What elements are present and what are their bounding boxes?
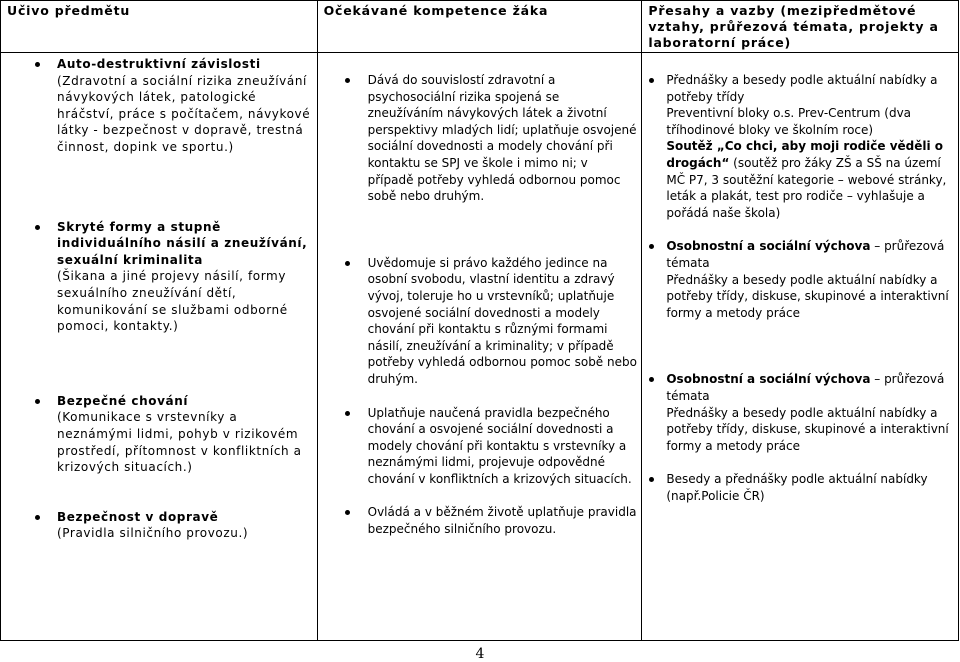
topic-text: (Zdravotní a sociální rizika zneužívání návykových látek, patologické hráčství, práce s počítačem, návykové látky - bezpečnost v dopravě, trestná činnost, dopink ve sportu.) — [57, 73, 311, 154]
cross-text — [666, 371, 954, 404]
competence-text: Uvědomuje si právo každého jedince na osobní svobodu, vlastní identitu a zdravý vývoj, toleruje ho u vrstevníků; uplatňuje osvojené sociální dovednosti a modely chování při kontaktu s různými formami násilí, zneužívání a kriminality; v případě potřeby vyhledá odbornou pomoc sobě nebo druhým. — [367, 255, 637, 386]
list-item — [646, 72, 954, 221]
cell-cross-curricular — [642, 53, 959, 641]
topic-title: Auto-destruktivní závislosti — [57, 57, 261, 71]
list-item — [646, 238, 954, 321]
list-item — [646, 371, 954, 454]
competence-text: Dává do souvislostí zdravotní a psychosociální rizika spojená se zneužíváním návykových látek a životní perspektivy mladých lidí; uplatňuje osvojené sociální dovednosti a modely chování při kontaktu se SPJ ve škole i mimo ni; v případě potřeby vyhledá odbornou pomoc sobě nebo druhým. — [367, 73, 637, 204]
list-item — [5, 56, 313, 156]
cross-text: Besedy a přednášky podle aktuální nabídky (např.Policie ČR) — [666, 472, 928, 503]
theme-title: Osobnostní a sociální výchova — [666, 239, 871, 254]
competence-text: Uplatňuje naučená pravidla bezpečného chování a osvojené sociální dovednosti a modely chování při kontaktu s vrstevníky a neznámými lidmi, projevuje odpovědné chování v konfliktních a krizových situacích. — [367, 405, 632, 486]
contest-description: (soutěž pro žáky ZŠ a SŠ na území MČ P7, 3 soutěžní kategorie – webové stránky, leták a plakát, test pro rodiče – vyhlašuje a pořádá naše škola) — [666, 155, 947, 220]
list-item — [646, 471, 954, 504]
cross-text: Preventivní bloky o.s. Prev-Centrum (dva tříhodinové bloky ve školním roce) — [666, 106, 912, 137]
cross-text: Přednášky a besedy podle aktuální nabídky a potřeby třídy, diskuse, skupinové a interaktivní formy a metody práce — [666, 405, 949, 453]
list-item — [322, 405, 638, 488]
cross-text: Přednášky a besedy podle aktuální nabídky a potřeby třídy, diskuse, skupinové a interaktivní formy a metody práce — [666, 272, 949, 320]
cross-text — [666, 238, 954, 271]
contest-title: Soutěž „Co chci, aby moji rodiče věděli o drogách“ — [666, 139, 944, 170]
header-competences: Očekávané kompetence žáka — [317, 1, 642, 53]
cross-text — [666, 138, 954, 221]
table-row — [1, 53, 959, 641]
cross-text: Přednášky a besedy podle aktuální nabídky a potřeby třídy — [666, 73, 938, 104]
list-item — [5, 219, 313, 335]
theme-suffix: – průřezová témata — [666, 372, 945, 403]
topic-title: Bezpečné chování — [57, 393, 189, 408]
list-item — [5, 509, 313, 542]
theme-title: Osobnostní a sociální výchova — [666, 372, 871, 387]
page-number: 4 — [475, 646, 485, 662]
header-cross-curricular: Přesahy a vazby (mezipředmětové vztahy, průřezová témata, projekty a laboratorní práce) — [642, 1, 959, 53]
topic-text: (Šikana a jiné projevy násilí, formy sexuálního zneužívání dětí, komunikování se službami odborné pomoci, kontakty.) — [57, 269, 288, 334]
cell-curriculum — [1, 53, 318, 641]
list-item — [322, 504, 638, 537]
topic-text: (Komunikace s vrstevníky a neznámými lidmi, pohyb v rizikovém prostředí, přítomnost v konfliktních a krizových situacích.) — [57, 410, 302, 475]
topic-text: (Pravidla silničního provozu.) — [57, 526, 249, 541]
header-curriculum: Učivo předmětu — [1, 1, 318, 53]
list-item — [322, 255, 638, 388]
topic-title: Skryté formy a stupně individuálního násilí a zneužívání, sexuální kriminalita — [57, 219, 308, 267]
cell-competences — [317, 53, 642, 641]
list-item — [5, 393, 313, 476]
topic-title: Bezpečnost v dopravě — [57, 509, 219, 524]
table-header-row — [1, 1, 959, 53]
competence-text: Ovládá a v běžném životě uplatňuje pravidla bezpečného silničního provozu. — [367, 505, 637, 537]
list-item — [322, 72, 638, 205]
theme-suffix: – průřezová témata — [666, 239, 945, 270]
